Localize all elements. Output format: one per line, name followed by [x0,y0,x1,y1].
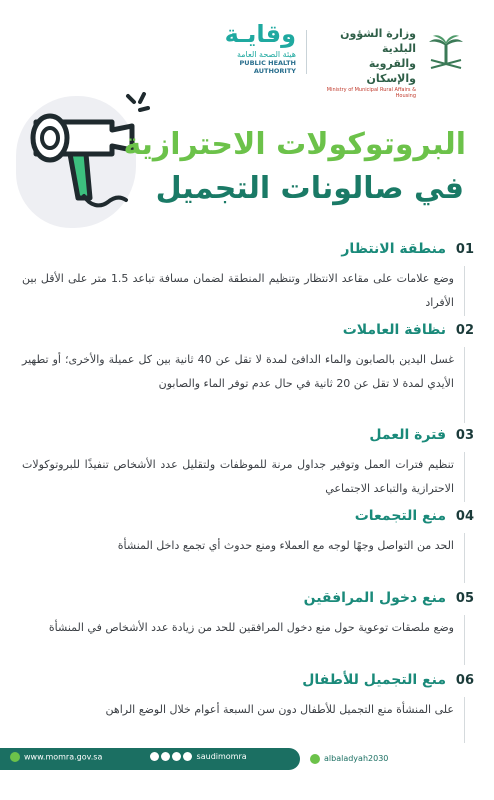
section-body: تنظيم فترات العمل وتوفير جداول مرنة للموظفات ولتقليل عدد الأشخاص تنفيذًا للبروتوكولات الاحترازية والتباعد الاجتماعي [22,458,454,495]
section-title: منطقة الانتظار [341,241,446,257]
hashtag-handle[interactable] [310,748,388,770]
section-title: نظافة العاملات [342,322,446,338]
section-title: فترة العمل [369,427,446,443]
section-divider-line [464,266,465,316]
section-header [22,242,474,264]
youtube-icon [161,752,170,761]
section-body: الحد من التواصل وجهًا لوجه مع العملاء ومنع حدوث أي تجمع داخل المنشأة [117,539,454,552]
handle-text: albaladyah2030 [324,754,389,763]
saudi-emblem-icon [423,30,469,76]
website-text: www.momra.gov.sa [24,752,103,762]
header [0,0,494,99]
instagram-icon [150,752,159,761]
logo-divider [306,30,307,74]
facebook-icon [183,752,192,761]
section-number: 02 [455,323,474,338]
section-number: 03 [455,428,474,443]
website-link[interactable] [10,752,102,766]
section-divider-line [464,347,465,423]
wvq-logo-subtitle-ar: هيئة الصحة العامة [236,50,296,59]
section-header [22,428,474,450]
section-no-companions [22,591,474,640]
section-body: وضع علامات على مقاعد الانتظار وتنظيم المنطقة لضمان مسافة تباعد 1.5 متر على الأقل بين الأفراد [22,272,454,309]
section-waiting-area [22,242,474,315]
section-header [22,509,474,531]
footer-pill [0,748,300,770]
section-divider-line [464,615,465,665]
wvq-logo-subtitle-en: PUBLIC HEALTH AUTHORITY [239,59,296,75]
section-divider-line [464,533,465,583]
section-divider-line [464,697,465,743]
globe-icon [10,752,20,762]
section-number: 05 [455,591,474,606]
section-number: 01 [455,242,474,257]
ministry-name-en: Ministry of Municipal Rural Affairs & Housing [326,87,416,99]
section-header [22,323,474,345]
page-title-line2: في صالونات التجميل [155,171,464,206]
section-no-gatherings [22,509,474,558]
section-title: منع التجميل للأطفال [302,672,446,688]
section-header [22,673,474,695]
footer [0,748,494,770]
section-divider-line [464,452,465,502]
ministry-name-line1: وزارة الشؤون البلدية [340,27,416,55]
ministry-name-line2: والقروية والإسكان [366,57,416,85]
section-number: 04 [455,509,474,524]
wvq-logo-word: وقايـة [224,20,296,48]
section-title: منع التجمعات [354,508,446,524]
section-title: منع دخول المرافقين [303,590,446,606]
vision-icon [310,754,320,764]
section-staff-hygiene [22,323,474,396]
twitter-icon [172,752,181,761]
section-number: 06 [455,673,474,688]
section-body: وضع ملصقات توعوية حول منع دخول المرافقين للحد من زيادة عدد الأشخاص في المنشأة [48,621,454,634]
section-work-shifts [22,428,474,501]
page-title-line1: البروتوكولات الاحترازية [123,127,466,162]
social-handle-text: saudimomra [196,752,247,761]
section-body: على المنشأة منع التجميل للأطفال دون سن السبعة أعوام خلال الوضع الراهن [105,703,454,716]
section-no-children [22,673,474,722]
section-body: غسل اليدين بالصابون والماء الدافئ لمدة لا تقل عن 40 ثانية بين كل عميلة والأخرى؛ أو تطهير الأيدي لمدة لا تقل عن 20 ثانية في حال عدم توفر الماء والصابون [22,353,454,390]
section-header [22,591,474,613]
ministry-logo-text [316,26,416,99]
social-links[interactable] [150,752,247,766]
public-health-authority-logo [196,20,296,75]
